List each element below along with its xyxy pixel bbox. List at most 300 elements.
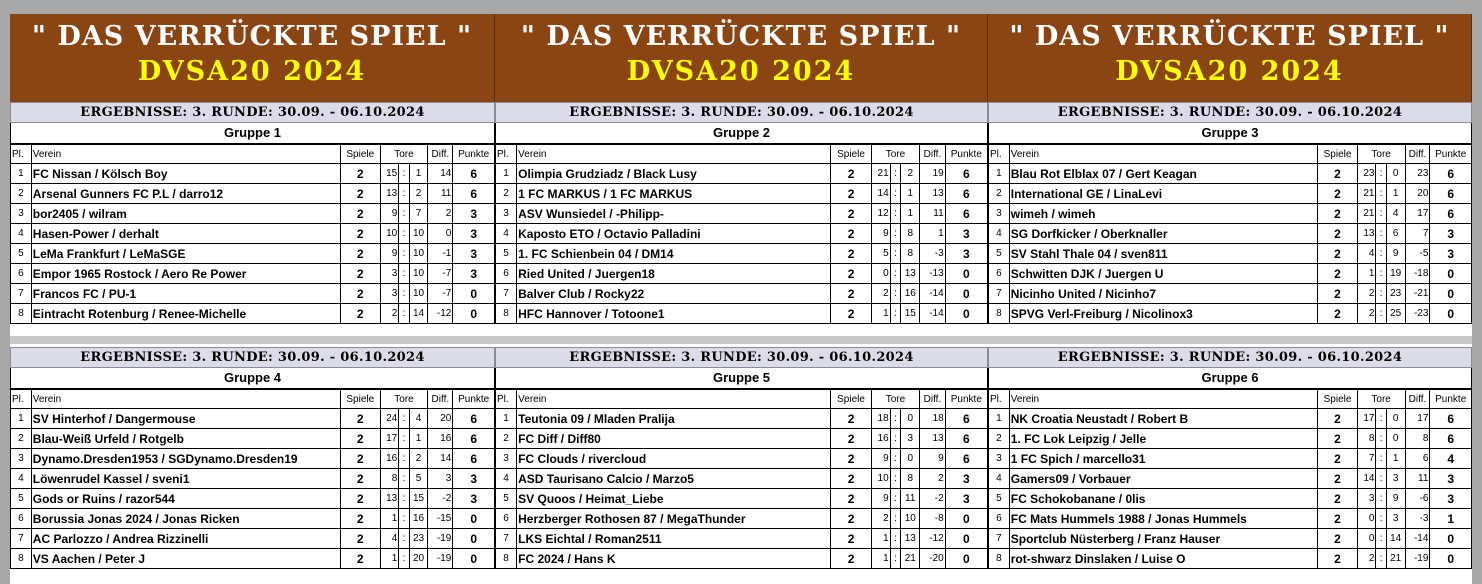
games-cell: 2	[831, 224, 871, 244]
rank-cell: 2	[989, 184, 1010, 204]
goals-separator: :	[399, 264, 409, 284]
games-cell: 2	[831, 184, 871, 204]
club-cell: Herzberger Rothosen 87 / MegaThunder	[517, 509, 831, 529]
club-cell: LeMa Frankfurt / LeMaSGE	[31, 244, 340, 264]
rank-cell: 1	[496, 409, 517, 429]
goals-separator: :	[399, 509, 409, 529]
goals-for-cell: 14	[1357, 469, 1376, 489]
games-cell: 2	[1318, 164, 1357, 184]
diff-cell: -13	[920, 264, 945, 284]
games-cell: 2	[341, 549, 381, 569]
goals-against-cell: 13	[901, 264, 920, 284]
goals-for-cell: 8	[1357, 429, 1376, 449]
header-title: " DAS VERRÜCKTE SPIEL "	[31, 21, 473, 52]
table-row	[496, 184, 988, 204]
diff-cell: 2	[428, 204, 453, 224]
table-row	[989, 284, 1472, 304]
diff-cell: 3	[428, 469, 453, 489]
goals-separator: :	[890, 469, 901, 489]
games-cell: 2	[831, 489, 871, 509]
club-cell: 1. FC Schienbein 04 / DM14	[517, 244, 831, 264]
group-title: Gruppe 1	[10, 123, 495, 144]
goals-separator: :	[1376, 164, 1386, 184]
table-row	[11, 529, 495, 549]
rank-cell: 2	[11, 184, 32, 204]
table-row	[11, 284, 495, 304]
rank-cell: 8	[496, 549, 517, 569]
points-cell: 0	[1430, 549, 1472, 569]
rank-cell: 7	[11, 529, 32, 549]
goals-separator: :	[399, 429, 409, 449]
goals-separator: :	[1376, 469, 1386, 489]
diff-cell: -20	[920, 549, 945, 569]
goals-for-cell: 15	[380, 164, 399, 184]
table-row	[496, 469, 988, 489]
diff-cell: -1	[428, 244, 453, 264]
rank-cell: 7	[989, 529, 1010, 549]
goals-against-cell: 9	[1386, 489, 1405, 509]
goals-for-cell: 10	[380, 224, 399, 244]
col-pl: Pl.	[11, 145, 32, 164]
goals-for-cell: 1	[871, 549, 890, 569]
club-cell: FC Diff / Diff80	[517, 429, 831, 449]
club-cell: 1 FC MARKUS / 1 FC MARKUS	[517, 184, 831, 204]
points-cell: 3	[453, 244, 495, 264]
club-cell: SPVG Verl-Freiburg / Nicolinox3	[1009, 304, 1318, 324]
diff-cell: 17	[1405, 204, 1430, 224]
rank-cell: 7	[496, 284, 517, 304]
games-cell: 2	[1318, 284, 1357, 304]
diff-cell: 6	[1405, 449, 1430, 469]
goals-against-cell: 3	[901, 429, 920, 449]
goals-separator: :	[1376, 244, 1386, 264]
rank-cell: 3	[989, 204, 1010, 224]
diff-cell: 20	[1405, 184, 1430, 204]
games-cell: 2	[1318, 204, 1357, 224]
group-panel-4	[10, 347, 495, 569]
rank-cell: 8	[496, 304, 517, 324]
games-cell: 2	[1318, 184, 1357, 204]
points-cell: 0	[1430, 284, 1472, 304]
points-cell: 0	[945, 509, 987, 529]
games-cell: 2	[831, 264, 871, 284]
diff-cell: -18	[1405, 264, 1430, 284]
club-cell: Balver Club / Rocky22	[517, 284, 831, 304]
standings-sheet	[10, 14, 1472, 584]
points-cell: 6	[453, 409, 495, 429]
diff-cell: 23	[1405, 164, 1430, 184]
header-block-2	[495, 14, 988, 102]
goals-against-cell: 23	[1386, 284, 1405, 304]
round-banner: ERGEBNISSE: 3. RUNDE: 30.09. - 06.10.2024	[495, 102, 988, 123]
diff-cell: 13	[920, 184, 945, 204]
table-row	[496, 449, 988, 469]
club-cell: 1 FC Spich / marcello31	[1009, 449, 1318, 469]
diff-cell: -19	[1405, 549, 1430, 569]
goals-against-cell: 8	[901, 244, 920, 264]
rank-cell: 4	[989, 469, 1010, 489]
club-cell: AC Parlozzo / Andrea Rizzinelli	[31, 529, 340, 549]
col-pl: Pl.	[989, 145, 1010, 164]
goals-for-cell: 9	[380, 204, 399, 224]
rank-cell: 6	[989, 264, 1010, 284]
goals-separator: :	[890, 264, 901, 284]
round-banner: ERGEBNISSE: 3. RUNDE: 30.09. - 06.10.2024	[988, 102, 1472, 123]
goals-against-cell: 25	[1386, 304, 1405, 324]
goals-separator: :	[890, 529, 901, 549]
points-cell: 0	[945, 549, 987, 569]
col-pl: Pl.	[989, 390, 1010, 409]
games-cell: 2	[1318, 429, 1357, 449]
games-cell: 2	[831, 509, 871, 529]
goals-against-cell: 1	[1386, 449, 1405, 469]
col-pl: Pl.	[496, 390, 517, 409]
games-cell: 2	[341, 284, 381, 304]
table-header-row	[989, 390, 1472, 409]
games-cell: 2	[1318, 244, 1357, 264]
group-panel-1	[10, 102, 495, 324]
table-row	[989, 224, 1472, 244]
goals-separator: :	[399, 224, 409, 244]
diff-cell: 2	[920, 469, 945, 489]
club-cell: Empor 1965 Rostock / Aero Re Power	[31, 264, 340, 284]
points-cell: 6	[945, 184, 987, 204]
table-row	[496, 284, 988, 304]
points-cell: 6	[945, 409, 987, 429]
club-cell: Ried United / Juergen18	[517, 264, 831, 284]
games-cell: 2	[1318, 224, 1357, 244]
points-cell: 3	[453, 264, 495, 284]
standings-table	[988, 389, 1472, 569]
diff-cell: -7	[428, 284, 453, 304]
goals-separator: :	[399, 409, 409, 429]
table-row	[989, 509, 1472, 529]
diff-cell: -3	[920, 244, 945, 264]
rank-cell: 4	[496, 224, 517, 244]
col-diff: Diff.	[920, 390, 945, 409]
points-cell: 3	[945, 469, 987, 489]
goals-against-cell: 3	[1386, 469, 1405, 489]
games-cell: 2	[831, 164, 871, 184]
standings-table	[10, 389, 495, 569]
header-title: " DAS VERRÜCKTE SPIEL "	[1009, 21, 1450, 52]
goals-against-cell: 10	[409, 284, 428, 304]
table-row	[496, 304, 988, 324]
club-cell: Blau Rot Elblax 07 / Gert Keagan	[1009, 164, 1318, 184]
diff-cell: 11	[920, 204, 945, 224]
club-cell: Francos FC / PU-1	[31, 284, 340, 304]
goals-for-cell: 3	[380, 264, 399, 284]
goals-separator: :	[1376, 449, 1386, 469]
rank-cell: 1	[11, 164, 32, 184]
games-cell: 2	[1318, 304, 1357, 324]
goals-separator: :	[1376, 429, 1386, 449]
col-spiele: Spiele	[831, 390, 871, 409]
diff-cell: 18	[920, 409, 945, 429]
col-diff: Diff.	[1405, 145, 1430, 164]
rank-cell: 5	[11, 244, 32, 264]
club-cell: VS Aachen / Peter J	[31, 549, 340, 569]
round-banner: ERGEBNISSE: 3. RUNDE: 30.09. - 06.10.2024	[495, 347, 988, 368]
table-row	[989, 204, 1472, 224]
goals-separator: :	[1376, 304, 1386, 324]
table-row	[496, 429, 988, 449]
col-verein: Verein	[31, 390, 340, 409]
diff-cell: -2	[920, 489, 945, 509]
rank-cell: 8	[11, 549, 32, 569]
table-row	[11, 164, 495, 184]
points-cell: 4	[1430, 449, 1472, 469]
games-cell: 2	[341, 429, 381, 449]
table-row	[11, 304, 495, 324]
table-row	[989, 529, 1472, 549]
standings-table	[10, 144, 495, 324]
games-cell: 2	[341, 204, 381, 224]
goals-for-cell: 14	[871, 184, 890, 204]
rank-cell: 5	[989, 489, 1010, 509]
goals-for-cell: 17	[380, 429, 399, 449]
diff-cell: -12	[428, 304, 453, 324]
diff-cell: 9	[920, 449, 945, 469]
col-punkte: Punkte	[453, 145, 495, 164]
rank-cell: 5	[496, 489, 517, 509]
goals-separator: :	[1376, 184, 1386, 204]
goals-separator: :	[890, 489, 901, 509]
goals-separator: :	[399, 449, 409, 469]
diff-cell: 16	[428, 429, 453, 449]
table-row	[989, 469, 1472, 489]
goals-for-cell: 9	[380, 244, 399, 264]
goals-for-cell: 21	[1357, 204, 1376, 224]
standings-table	[495, 389, 988, 569]
table-row	[11, 264, 495, 284]
goals-for-cell: 16	[380, 449, 399, 469]
games-cell: 2	[341, 224, 381, 244]
col-diff: Diff.	[920, 145, 945, 164]
diff-cell: 20	[428, 409, 453, 429]
games-cell: 2	[1318, 409, 1357, 429]
rank-cell: 6	[496, 509, 517, 529]
points-cell: 0	[453, 529, 495, 549]
diff-cell: 11	[1405, 469, 1430, 489]
goals-for-cell: 8	[380, 469, 399, 489]
goals-for-cell: 3	[1357, 489, 1376, 509]
table-row	[11, 489, 495, 509]
table-row	[11, 469, 495, 489]
diff-cell: -21	[1405, 284, 1430, 304]
club-cell: Schwitten DJK / Juergen U	[1009, 264, 1318, 284]
games-cell: 2	[1318, 489, 1357, 509]
header-block-3	[988, 14, 1472, 102]
goals-separator: :	[399, 529, 409, 549]
diff-cell: -14	[920, 304, 945, 324]
diff-cell: 7	[1405, 224, 1430, 244]
goals-against-cell: 10	[901, 509, 920, 529]
table-row	[989, 184, 1472, 204]
goals-for-cell: 0	[1357, 509, 1376, 529]
goals-separator: :	[890, 204, 901, 224]
club-cell: NK Croatia Neustadt / Robert B	[1009, 409, 1318, 429]
goals-against-cell: 1	[1386, 184, 1405, 204]
club-cell: SV Hinterhof / Dangermouse	[31, 409, 340, 429]
table-header-row	[11, 390, 495, 409]
goals-for-cell: 2	[1357, 284, 1376, 304]
group-title: Gruppe 6	[988, 368, 1472, 389]
goals-against-cell: 1	[409, 429, 428, 449]
round-banner: ERGEBNISSE: 3. RUNDE: 30.09. - 06.10.2024	[10, 102, 495, 123]
col-tore: Tore	[1357, 145, 1405, 164]
round-banner: ERGEBNISSE: 3. RUNDE: 30.09. - 06.10.2024	[10, 347, 495, 368]
points-cell: 6	[1430, 164, 1472, 184]
goals-against-cell: 5	[409, 469, 428, 489]
goals-against-cell: 10	[409, 264, 428, 284]
table-row	[989, 164, 1472, 184]
diff-cell: -23	[1405, 304, 1430, 324]
col-punkte: Punkte	[945, 145, 987, 164]
goals-against-cell: 3	[1386, 509, 1405, 529]
group-title: Gruppe 4	[10, 368, 495, 389]
games-cell: 2	[341, 244, 381, 264]
table-row	[11, 509, 495, 529]
goals-for-cell: 2	[1357, 549, 1376, 569]
goals-for-cell: 10	[871, 469, 890, 489]
table-header-row	[496, 390, 988, 409]
club-cell: Löwenrudel Kassel / sveni1	[31, 469, 340, 489]
goals-separator: :	[890, 304, 901, 324]
club-cell: FC 2024 / Hans K	[517, 549, 831, 569]
col-spiele: Spiele	[341, 390, 381, 409]
club-cell: Borussia Jonas 2024 / Jonas Ricken	[31, 509, 340, 529]
table-header-row	[11, 145, 495, 164]
table-row	[989, 449, 1472, 469]
goals-for-cell: 2	[380, 304, 399, 324]
rank-cell: 1	[496, 164, 517, 184]
points-cell: 3	[453, 469, 495, 489]
rank-cell: 8	[989, 304, 1010, 324]
table-row	[989, 264, 1472, 284]
goals-against-cell: 14	[409, 304, 428, 324]
col-spiele: Spiele	[831, 145, 871, 164]
table-header-row	[989, 145, 1472, 164]
goals-against-cell: 2	[901, 164, 920, 184]
games-cell: 2	[831, 244, 871, 264]
club-cell: rot-shwarz Dinslaken / Luise O	[1009, 549, 1318, 569]
table-row	[496, 549, 988, 569]
goals-for-cell: 1	[871, 304, 890, 324]
rank-cell: 1	[989, 409, 1010, 429]
club-cell: Arsenal Gunners FC P.L / darro12	[31, 184, 340, 204]
diff-cell: 1	[920, 224, 945, 244]
points-cell: 6	[453, 449, 495, 469]
group-title: Gruppe 5	[495, 368, 988, 389]
club-cell: FC Clouds / rivercloud	[517, 449, 831, 469]
games-cell: 2	[1318, 529, 1357, 549]
points-cell: 6	[453, 429, 495, 449]
club-cell: SV Quoos / Heimat_Liebe	[517, 489, 831, 509]
table-row	[11, 449, 495, 469]
table-row	[496, 489, 988, 509]
club-cell: SV Stahl Thale 04 / sven811	[1009, 244, 1318, 264]
goals-against-cell: 8	[901, 469, 920, 489]
goals-for-cell: 2	[1357, 304, 1376, 324]
club-cell: Hasen-Power / derhalt	[31, 224, 340, 244]
col-tore: Tore	[871, 390, 920, 409]
goals-separator: :	[890, 184, 901, 204]
goals-against-cell: 11	[901, 489, 920, 509]
standings-table	[495, 144, 988, 324]
col-pl: Pl.	[496, 145, 517, 164]
points-cell: 0	[453, 549, 495, 569]
goals-against-cell: 4	[409, 409, 428, 429]
club-cell: Teutonia 09 / Mladen Pralija	[517, 409, 831, 429]
rank-cell: 3	[496, 204, 517, 224]
goals-for-cell: 1	[380, 509, 399, 529]
goals-against-cell: 10	[409, 224, 428, 244]
col-tore: Tore	[871, 145, 920, 164]
club-cell: HFC Hannover / Totoone1	[517, 304, 831, 324]
goals-for-cell: 9	[871, 449, 890, 469]
goals-separator: :	[1376, 224, 1386, 244]
goals-against-cell: 14	[1386, 529, 1405, 549]
points-cell: 3	[1430, 244, 1472, 264]
goals-for-cell: 5	[871, 244, 890, 264]
points-cell: 0	[945, 304, 987, 324]
diff-cell: -5	[1405, 244, 1430, 264]
games-cell: 2	[341, 304, 381, 324]
games-cell: 2	[831, 529, 871, 549]
goals-against-cell: 21	[1386, 549, 1405, 569]
goals-for-cell: 21	[1357, 184, 1376, 204]
goals-against-cell: 0	[1386, 164, 1405, 184]
goals-separator: :	[890, 449, 901, 469]
col-tore: Tore	[380, 145, 428, 164]
goals-separator: :	[399, 204, 409, 224]
goals-separator: :	[1376, 264, 1386, 284]
goals-separator: :	[399, 469, 409, 489]
club-cell: Kaposto ETO / Octavio Palladini	[517, 224, 831, 244]
diff-cell: -14	[920, 284, 945, 304]
goals-separator: :	[399, 244, 409, 264]
rank-cell: 3	[496, 449, 517, 469]
points-cell: 3	[945, 244, 987, 264]
rank-cell: 5	[989, 244, 1010, 264]
points-cell: 3	[945, 224, 987, 244]
rank-cell: 8	[11, 304, 32, 324]
col-punkte: Punkte	[453, 390, 495, 409]
diff-cell: 11	[428, 184, 453, 204]
goals-separator: :	[1376, 284, 1386, 304]
goals-against-cell: 4	[1386, 204, 1405, 224]
goals-separator: :	[1376, 489, 1386, 509]
rank-cell: 5	[496, 244, 517, 264]
points-cell: 3	[453, 224, 495, 244]
club-cell: bor2405 / wilram	[31, 204, 340, 224]
points-cell: 3	[945, 489, 987, 509]
diff-cell: -8	[920, 509, 945, 529]
goals-separator: :	[1376, 409, 1386, 429]
points-cell: 6	[945, 164, 987, 184]
goals-against-cell: 1	[409, 164, 428, 184]
col-verein: Verein	[1009, 145, 1318, 164]
rank-cell: 6	[989, 509, 1010, 529]
col-pl: Pl.	[11, 390, 32, 409]
points-cell: 3	[453, 489, 495, 509]
table-row	[496, 264, 988, 284]
goals-separator: :	[890, 409, 901, 429]
goals-against-cell: 23	[409, 529, 428, 549]
goals-against-cell: 2	[409, 449, 428, 469]
goals-against-cell: 21	[901, 549, 920, 569]
